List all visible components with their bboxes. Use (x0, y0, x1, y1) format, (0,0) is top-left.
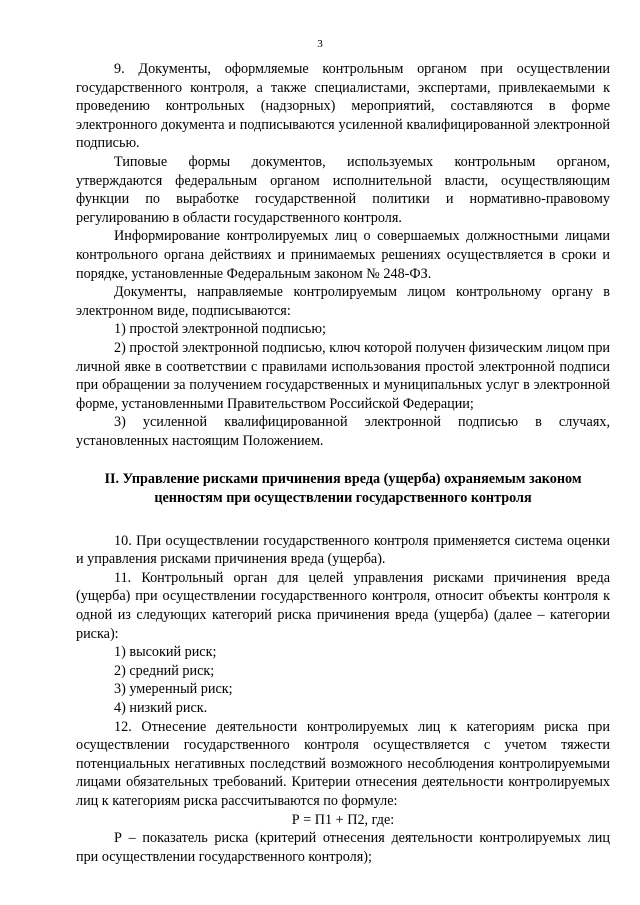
list-item-simple-signature: 1) простой электронной подписью; (114, 321, 326, 338)
paragraph-11: 11. Контрольный орган для целей управления рисками причинения вреда (ущерба) при осуществлении государственного контроля, относит объекты контроля к одной из следующих категорий риска причинения вреда (ущерба) (далее – категории риска): (76, 569, 610, 642)
list-item-qualified-signature: 3) усиленной квалифицированной электронной подписью в случаях, установленных настоящим Положением. (76, 414, 610, 449)
paragraph-9: 9. Документы, оформляемые контрольным органом при осуществлении государственного контроля, а также специалистами, экспертами, привлекаемыми к проведению контрольных (надзорных) мероприятий, составляются в форме электронного документа и подписываются усиленной квалифицированной электронной подписью. (76, 61, 610, 152)
risk-formula: Р = П1 + П2, где: (291, 811, 395, 828)
paragraph-documents-signed: Документы, направляемые контролируемым лицом контрольному органу в электронном виде, подписываются: (76, 284, 610, 319)
paragraph-typical-forms: Типовые формы документов, используемых контрольным органом, утверждаются федеральным органом исполнительной власти, осуществляющим функции по выработке государственной политики и нормативно-правовому регулированию в области государственного контроля. (76, 153, 610, 226)
paragraph-10: 10. При осуществлении государственного контроля применяется система оценки и управления рисками причинения вреда (ущерба). (76, 532, 610, 568)
paragraph-informing: Информирование контролируемых лиц о совершаемых должностными лицами контрольного органа действиях и принимаемых решениях осуществляется в сроки и порядке, установленные Федеральным законом № 248-ФЗ. (76, 228, 610, 282)
list-item-medium-risk: 2) средний риск; (114, 662, 215, 679)
page-number: 3 (317, 38, 323, 50)
list-item-high-risk: 1) высокий риск; (114, 644, 217, 661)
section-heading-risk-management (76, 470, 610, 507)
list-item-simple-signature-personal: 2) простой электронной подписью, ключ которой получен физическим лицом при личной явке в соответствии с правилами использования простой электронной подписи при обращении за получением государственных и муниципальных услуг в электронной форме, установленными Правительством Российской Федерации; (76, 339, 610, 412)
paragraph-risk-indicator: Р – показатель риска (критерий отнесения деятельности контролируемых лиц при осуществлении государственного контроля); (76, 830, 610, 865)
document-body (76, 60, 610, 866)
paragraph-12: 12. Отнесение деятельности контролируемых лиц к категориям риска при осуществлении государственного контроля осуществляется с учетом тяжести потенциальных негативных последствий возможного несоблюдения контролируемыми лицами обязательных требований. Критерии отнесения деятельности контролируемых лиц к категориям риска рассчитываются по формуле: (76, 718, 610, 809)
list-item-low-risk: 4) низкий риск. (114, 700, 208, 716)
section-heading-line-2: ценностям при осуществлении государственного контроля (154, 490, 532, 507)
list-item-moderate-risk: 3) умеренный риск; (114, 681, 233, 698)
section-heading-line-1: II. Управление рисками причинения вреда (ущерба) охраняемым законом (104, 471, 582, 488)
